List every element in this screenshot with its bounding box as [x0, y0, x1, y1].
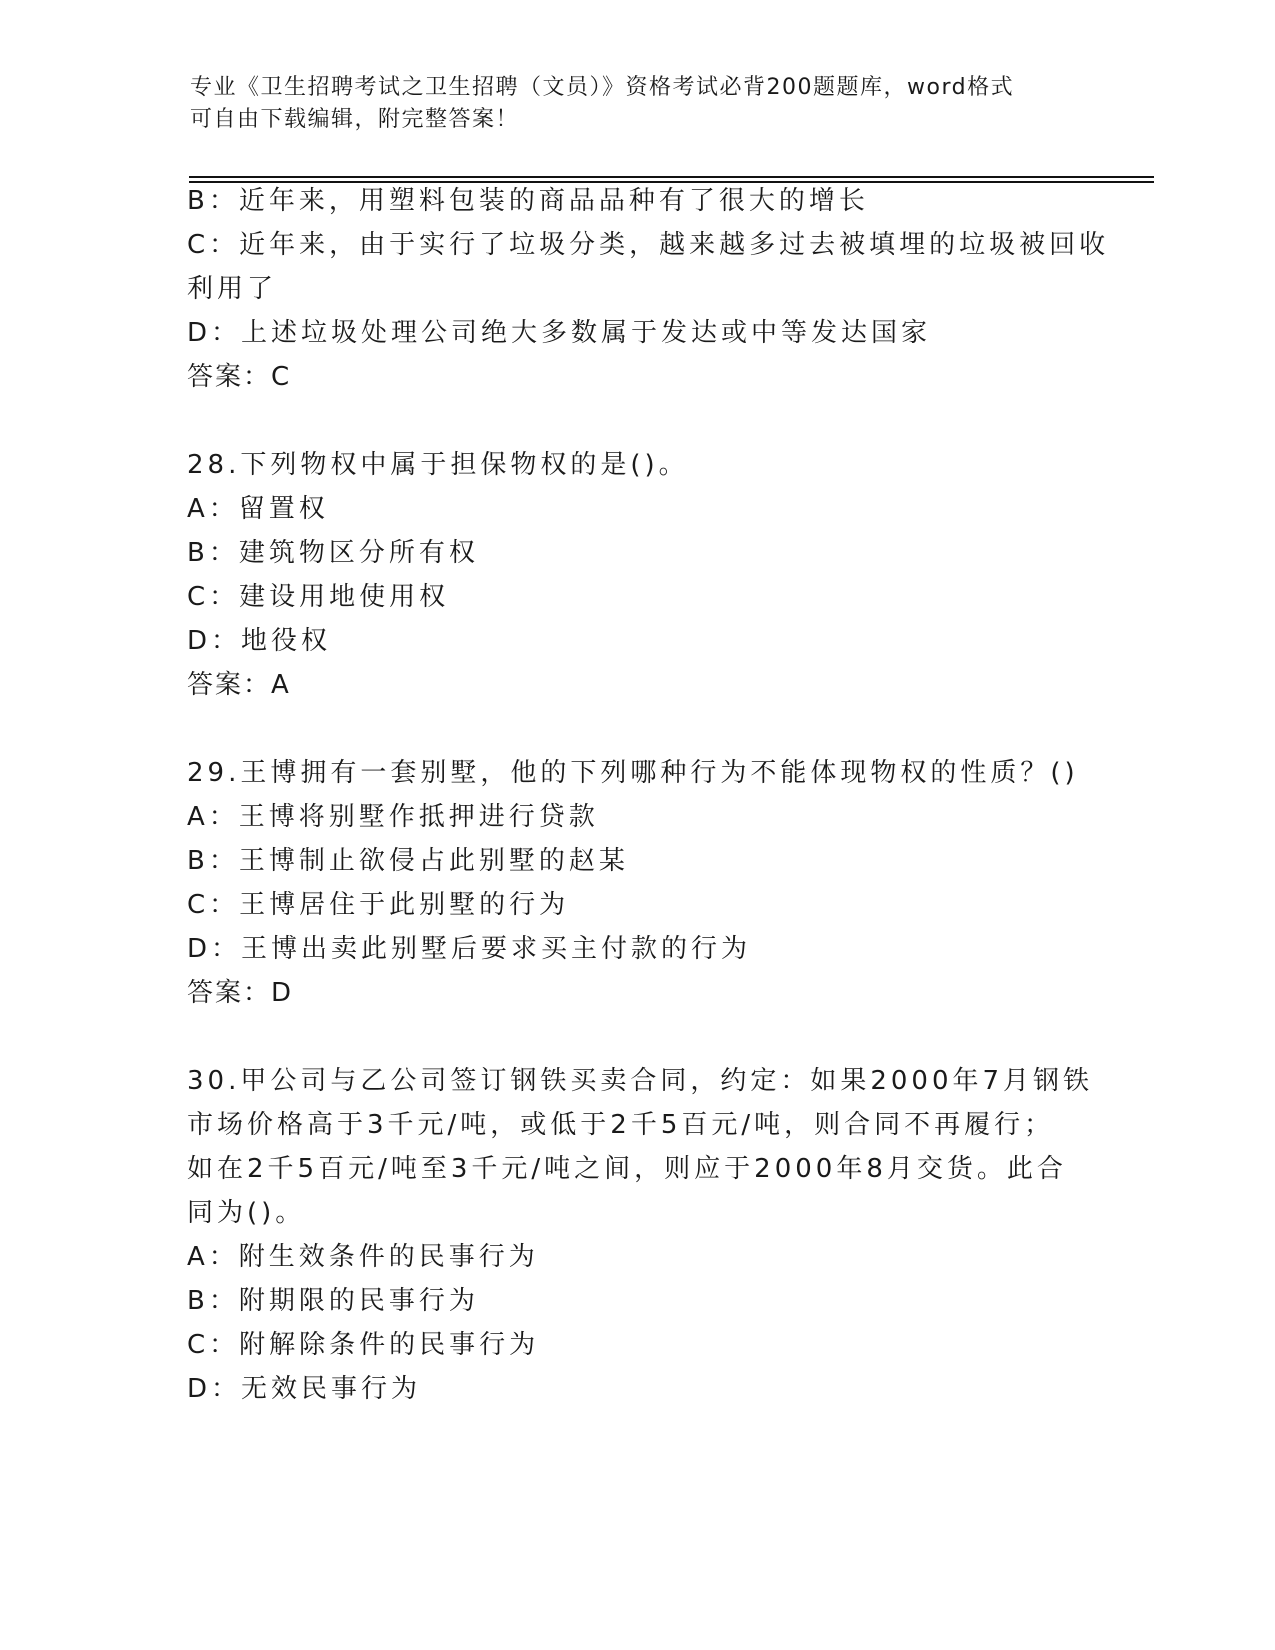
document-header	[190, 72, 1090, 136]
q28-answer: 答案：A	[187, 670, 291, 700]
q27-option-c-line-2: 利用了	[187, 274, 278, 304]
q30-option-a: A：附生效条件的民事行为	[187, 1242, 539, 1272]
q27-answer: 答案：C	[187, 362, 292, 392]
q27-option-d: D：上述垃圾处理公司绝大多数属于发达或中等发达国家	[187, 318, 932, 348]
q28-question: 28.下列物权中属于担保物权的是()。	[187, 450, 689, 480]
q30-option-c: C：附解除条件的民事行为	[187, 1330, 540, 1360]
q29-question: 29.王博拥有一套别墅，他的下列哪种行为不能体现物权的性质？()	[187, 758, 1079, 788]
q30-option-b: B：附期限的民事行为	[187, 1286, 479, 1316]
header-line-2: 可自由下载编辑，附完整答案！	[190, 107, 520, 132]
header-divider-top	[189, 176, 1154, 178]
q30-question-line-2: 市场价格高于3千元/吨，或低于2千5百元/吨，则合同不再履行；	[187, 1110, 1055, 1140]
q29-option-a: A：王博将别墅作抵押进行贷款	[187, 802, 599, 832]
q28-option-a: A：留置权	[187, 494, 329, 524]
q29-option-d: D：王博出卖此别墅后要求买主付款的行为	[187, 934, 752, 964]
q28-option-d: D：地役权	[187, 626, 332, 656]
q30-option-d: D：无效民事行为	[187, 1374, 422, 1404]
q27-option-b: B：近年来，用塑料包装的商品品种有了很大的增长	[187, 186, 869, 216]
header-divider-bottom	[189, 181, 1154, 183]
q29-answer: 答案：D	[187, 978, 294, 1008]
q30-question-line-4: 同为()。	[187, 1198, 306, 1228]
q28-option-b: B：建筑物区分所有权	[187, 538, 479, 568]
q27-option-c-line-1: C：近年来，由于实行了垃圾分类，越来越多过去被填埋的垃圾被回收	[187, 230, 1110, 260]
q30-question-line-1: 30.甲公司与乙公司签订钢铁买卖合同，约定：如果2000年7月钢铁	[187, 1066, 1094, 1096]
q29-option-b: B：王博制止欲侵占此别墅的赵某	[187, 846, 629, 876]
q28-option-c: C：建设用地使用权	[187, 582, 450, 612]
header-line-1: 专业《卫生招聘考试之卫生招聘（文员）》资格考试必背200题题库，word格式	[190, 75, 1015, 100]
q29-option-c: C：王博居住于此别墅的行为	[187, 890, 570, 920]
q30-question-line-3: 如在2千5百元/吨至3千元/吨之间，则应于2000年8月交货。此合	[187, 1154, 1067, 1184]
